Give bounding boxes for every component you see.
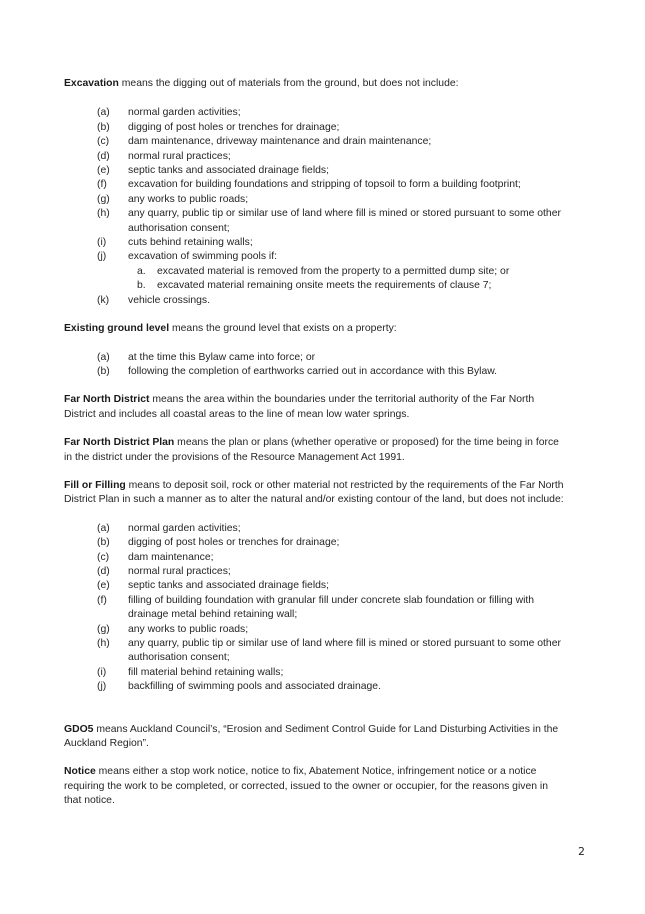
definition-text: means Auckland Council’s, “Erosion and Sediment Control Guide for Land Disturbing Activities in the Auckland Region”. [64, 723, 559, 750]
list-item: (d) normal rural practices; [97, 565, 231, 577]
definition-existing-ground-level [64, 322, 564, 336]
list-item: (h) any quarry, public tip or similar use of land where fill is mined or stored pursuant to some other authorisation consent; [97, 208, 561, 234]
sub-list-item: b. excavated material remaining onsite meets the requirements of clause 7; [137, 280, 492, 292]
list-item: (e) septic tanks and associated drainage fields; [97, 580, 330, 592]
definition-term: Fill or Filling [64, 479, 126, 491]
definition-excavation [64, 77, 564, 91]
definition-text: means the ground level that exists on a property: [169, 323, 397, 335]
sub-list-item: a. excavated material is removed from the property to a permitted dump site; or [137, 265, 510, 277]
definition-term: Existing ground level [64, 323, 170, 335]
list-item: (b) digging of post holes or trenches for drainage; [97, 537, 340, 549]
definition-text: means either a stop work notice, notice to fix, Abatement Notice, infringement notice or a notice requiring the work to be completed, or corrected, issued to the owner or occupier, for the reasons given in that notice. [64, 766, 549, 807]
list-item: (j) backfilling of swimming pools and associated drainage. [97, 681, 381, 693]
definition-text: means the area within the boundaries under the territorial authority of the Far North District and includes all coastal areas to the line of mean low water springs. [64, 394, 535, 420]
definition-term: Far North District Plan [64, 437, 175, 449]
list-item: (i) cuts behind retaining walls; [97, 237, 253, 249]
list-item: (a) normal garden activities; [97, 107, 241, 119]
list-item: (j) excavation of swimming pools if: a. excavated material is removed from the property to a permitted dump site; or b. excavated material remaining onsite meets the requirements of clause 7; [64, 250, 564, 293]
list-item: (f) filling of building foundation with granular fill under concrete slab foundation or filling with drainage metal behind retaining wall; [97, 594, 535, 621]
list-item: (e) septic tanks and associated drainage fields; [97, 165, 330, 177]
list-item: (k) vehicle crossings. [97, 294, 211, 306]
list-item: (b) digging of post holes or trenches for drainage; [97, 121, 340, 133]
existing-ground-list [64, 351, 564, 380]
list-item: (c) dam maintenance; [97, 551, 214, 563]
definition-far-north-district [64, 393, 564, 422]
list-item: (i) fill material behind retaining walls; [97, 666, 284, 678]
definition-gdo5 [64, 723, 564, 752]
document-page [64, 77, 564, 809]
fill-exclusion-list [64, 522, 564, 695]
definition-text: means to deposit soil, rock or other material not restricted by the requirements of the Far North District Plan in such a manner as to alter the natural and/or existing contour of the land, but does not include: [64, 479, 564, 506]
definition-term: Excavation [64, 78, 119, 89]
list-item: (a) at the time this Bylaw came into force; or [97, 351, 316, 363]
definition-text: means the plan or plans (whether operative or proposed) for the time being in force in the district under the provisions of the Resource Management Act 1991. [64, 437, 559, 463]
definition-term: Notice [64, 766, 96, 778]
definition-term: GDO5 [64, 723, 94, 735]
definition-text: means the digging out of materials from the ground, but does not include: [118, 78, 459, 89]
list-item: (a) normal garden activities; [97, 522, 241, 534]
swimming-pool-conditions [128, 265, 564, 294]
definition-notice [64, 765, 564, 808]
list-item: (f) excavation for building foundations and stripping of topsoil to form a building footprint; [97, 179, 521, 191]
excavation-exclusion-list [64, 106, 564, 308]
list-item: (h) any quarry, public tip or similar use of land where fill is mined or stored pursuant to some other authorisation consent; [97, 638, 561, 664]
list-item: (g) any works to public roads; [97, 623, 249, 635]
definition-term: Far North District [64, 394, 150, 406]
list-item: (c) dam maintenance, driveway maintenance and drain maintenance; [97, 136, 432, 148]
list-item: (d) normal rural practices; [97, 150, 231, 162]
list-item: (b) following the completion of earthworks carried out in accordance with this Bylaw. [97, 365, 498, 377]
definition-fill-or-filling [64, 479, 564, 508]
list-item: (g) any works to public roads; [97, 193, 249, 205]
definition-far-north-district-plan [64, 436, 564, 465]
page-number: 2 [578, 845, 585, 858]
